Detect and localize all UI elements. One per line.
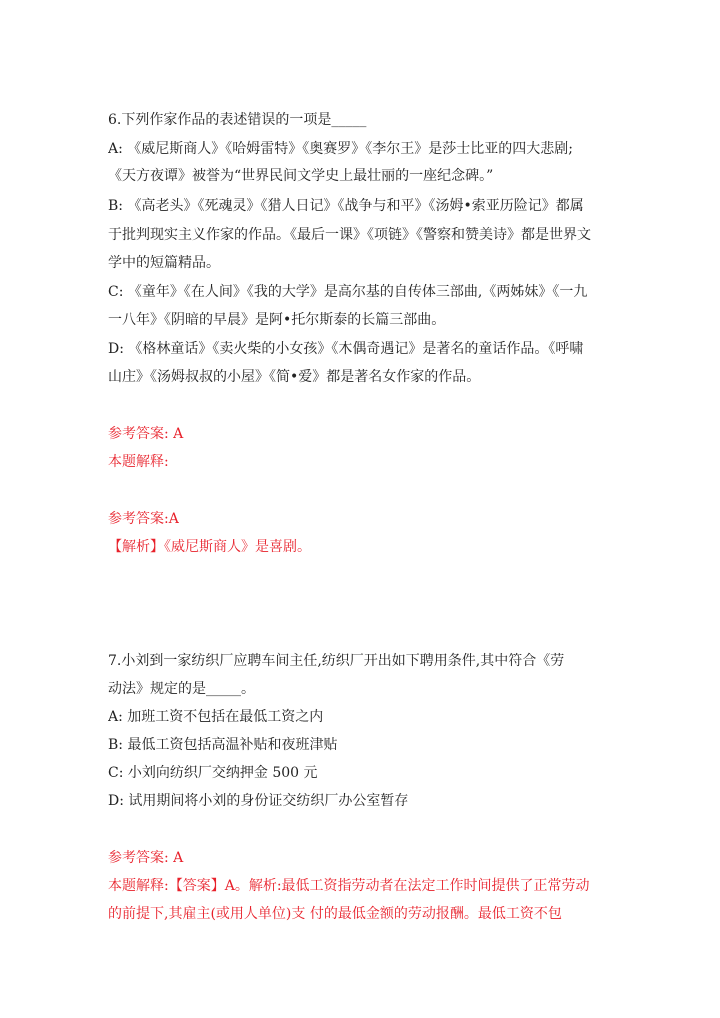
question-6-option-d-cont: 山庄》《汤姆叔叔的小屋》《简•爱》都是著名女作家的作品。 (108, 369, 481, 385)
question-7-stem-cont: 动法》规定的是_____。 (108, 681, 255, 697)
question-7-option-c: C: 小刘向纺织厂交纳押金 500 元 (108, 765, 318, 781)
question-6-answer: 参考答案: A (108, 426, 184, 442)
question-7-answer: 参考答案: A (108, 850, 184, 866)
question-7-stem: 7.小刘到一家纺织厂应聘车间主任,纺织厂开出如下聘用条件,其中符合《劳 (108, 653, 565, 669)
question-6-explanation-label: 本题解释: (108, 454, 169, 470)
question-6-option-c: C: 《童年》《在人间》《我的大学》是高尔基的自传体三部曲,《两姊妹》《一九 (108, 284, 588, 300)
question-6-option-a: A: 《威尼斯商人》《哈姆雷特》《奥赛罗》《李尔王》是莎士比亚的四大悲剧; (108, 141, 573, 157)
question-7-option-a: A: 加班工资不包括在最低工资之内 (108, 709, 324, 725)
question-6-option-b-cont2: 学中的短篇精品。 (108, 255, 220, 271)
question-7-option-b: B: 最低工资包括高温补贴和夜班津贴 (108, 737, 338, 753)
question-7-explanation: 本题解释:【答案】A。解析:最低工资指劳动者在法定工作时间提供了正常劳动 (108, 878, 590, 894)
question-7-option-d: D: 试用期间将小刘的身份证交纺织厂办公室暂存 (108, 793, 409, 809)
question-6-analysis: 【解析】《威尼斯商人》是喜剧。 (108, 539, 311, 555)
question-6-option-d: D: 《格林童话》《卖火柴的小女孩》《木偶奇遇记》是著名的童话作品。《呼啸 (108, 341, 584, 357)
question-6-option-b: B: 《高老头》《死魂灵》《猎人日记》《战争与和平》《汤姆•索亚历险记》都属 (108, 198, 584, 214)
question-6-option-c-cont: 一八年》《阴暗的早晨》是阿•托尔斯泰的长篇三部曲。 (108, 312, 446, 328)
question-6-stem: 6.下列作家作品的表述错误的一项是_____ (108, 112, 367, 128)
question-6-option-b-cont: 于批判现实主义作家的作品。《最后一课》《项链》《警察和赞美诗》都是世界文 (108, 227, 591, 243)
question-7-explanation-cont: 的前提下,其雇主(或用人单位)支 付的最低金额的劳动报酬。最低工资不包 (108, 906, 562, 922)
question-6-answer-repeat: 参考答案:A (108, 511, 179, 527)
question-6-option-a-cont: 《天方夜谭》被誉为“世界民间文学史上最壮丽的一座纪念碑。” (108, 168, 494, 184)
